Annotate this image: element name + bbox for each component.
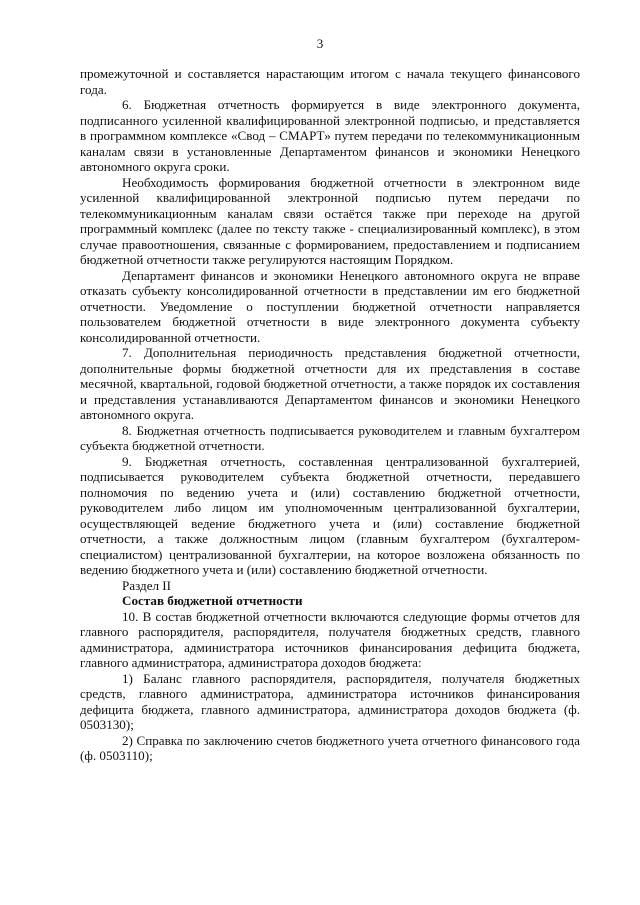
paragraph-item-7: 7. Дополнительная периодичность представления бюджетной отчетности, дополнительные формы бюджетной отчетности для их представления в составе месячной, квартальной, годовой бюджетной отчетности, а также порядок их составления и представления устанавливаются Департаментом финансов и экономики Ненецкого автономного округа. <box>80 345 580 422</box>
paragraph-item-10: 10. В состав бюджетной отчетности включаются следующие формы отчетов для главного распорядителя, распорядителя, получателя бюджетных средств, главного администратора, администратора источников финансирования дефицита бюджета, главного администратора, администратора доходов бюджета: <box>80 608 580 670</box>
paragraph-item-8: 8. Бюджетная отчетность подписывается руководителем и главным бухгалтером субъекта бюджетной отчетности. <box>80 422 580 453</box>
paragraph-electronic-signature: Необходимость формирования бюджетной отчетности в электронном виде усиленной квалифицированной электронной подписью путем передачи по телекоммуникационным каналам связи остаётся также при переходе на другой программный комплекс (далее по тексту также - специализированный комплекс), в этом случае правоотношения, связанные с формированием, предоставлением и подписанием бюджетной отчетности также регулируются настоящим Порядком. <box>80 174 580 267</box>
document-body <box>80 66 580 764</box>
section-number: Раздел II <box>122 577 172 593</box>
page-number: 3 <box>316 36 324 51</box>
paragraph-item-9: 9. Бюджетная отчетность, составленная централизованной бухгалтерией, подписывается руководителем субъекта бюджетной отчетности, передавшего полномочия по ведению учета и (или) составлению бюджетной отчетности, руководителем либо лицом им уполномоченным централизованной бухгалтерии, осуществляющей ведение бюджетного учета и (или) составление бюджетной отчетности, а также должностным лицом (главным бухгалтером (бухгалтером-специалистом) централизованной бухгалтерии, на которое возложена обязанность по ведению бюджетного учета и (или) составлению бюджетной отчетности. <box>80 453 580 577</box>
paragraph-item-6: 6. Бюджетная отчетность формируется в виде электронного документа, подписанного усиленной квалифицированной электронной подписью, и представляется в программном комплексе «Свод – СМАРТ» путем передачи по телекоммуникационным каналам связи в установленные Департаментом финансов и экономики Ненецкого автономного округа сроки. <box>80 97 580 174</box>
section-title: Состав бюджетной отчетности <box>122 593 303 608</box>
paragraph-continuation: промежуточной и составляется нарастающим итогом с начала текущего финансового года. <box>80 66 580 97</box>
paragraph-department-notice: Департамент финансов и экономики Ненецкого автономного округа не вправе отказать субъекту консолидированной отчетности в представлении им его бюджетной отчетности. Уведомление о поступлении бюджетной отчетности направляется пользователем бюджетной отчетности в виде электронного документа субъекту консолидированной отчетности. <box>80 267 580 345</box>
list-item-balance: 1) Баланс главного распорядителя, распорядителя, получателя бюджетных средств, главного администратора, администратора источников финансирования дефицита бюджета, главного администратора, администратора доходов бюджета (ф. 0503130); <box>80 670 580 732</box>
list-item-reference: 2) Справка по заключению счетов бюджетного учета отчетного финансового года (ф. 0503110); <box>80 732 580 763</box>
